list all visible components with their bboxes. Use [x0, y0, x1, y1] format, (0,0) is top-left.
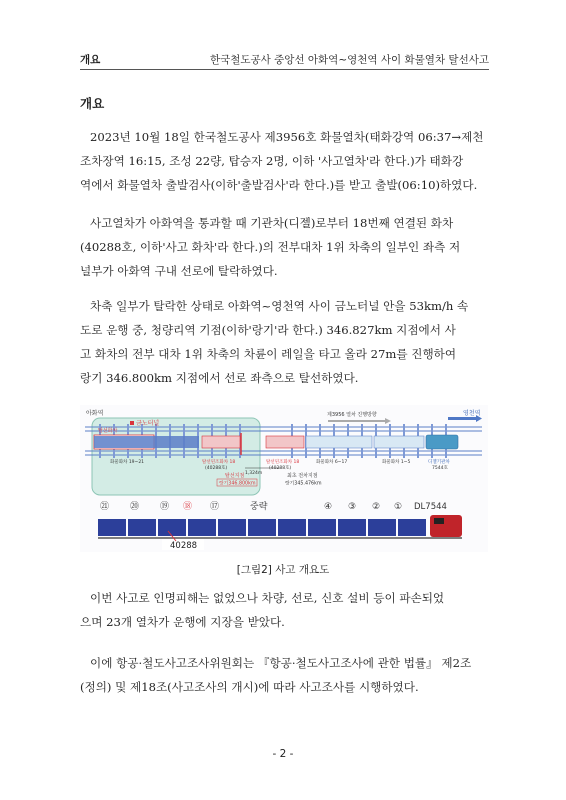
paragraph-4 — [80, 586, 489, 634]
car-number-1: ① — [394, 502, 403, 512]
station-right: 영천역 — [463, 410, 481, 417]
car-18-right — [266, 436, 304, 448]
section-title: 개요 — [80, 96, 105, 111]
paragraph-line: 조차장역 16:15, 조성 22량, 탑승자 2명, 이하 '사고열차'라 한다.)가 태화강 — [80, 154, 464, 168]
car-18b-label: 탈선된조화차 18 — [266, 460, 300, 465]
point2-km: 랑기345.476km — [285, 481, 322, 487]
paragraph-line: 2023년 10월 18일 한국철도공사 제3956호 화물열차(태화강역 06:37→제천 — [90, 130, 484, 144]
header-right: 한국철도공사 중앙선 아화역~영천역 사이 화물열차 탈선사고 — [209, 54, 489, 66]
freight-1-5-label: 화물화차 1~5 — [382, 460, 411, 465]
paragraph-line: (40288호, 이하'사고 화차'라 한다.)의 전부대차 1위 차축의 일부인 좌측 저 — [80, 240, 461, 254]
paragraph-line: 으며 23개 열차가 운행에 지장을 받았다. — [80, 615, 285, 629]
distance-label: 1,324m — [245, 471, 263, 476]
paragraph-line: 사고열차가 아화역을 통과할 때 기관차(디젤)로부터 18번째 연결된 화차 — [90, 216, 454, 230]
paragraph-line: 고 화차의 전부 대차 1위 차축의 차륜이 레일을 타고 올라 27m를 진행하여 — [80, 347, 457, 361]
loco-label: 디젤기관차 — [428, 460, 450, 465]
derailed-car-label: 탈선화차 — [98, 428, 118, 434]
accident-diagram — [80, 405, 488, 552]
paragraph-2 — [80, 211, 489, 283]
freight-6-17-label: 화물화차 6~17 — [316, 460, 348, 465]
diesel-locomotive — [426, 435, 458, 449]
paragraph-5 — [80, 651, 489, 699]
point1-label: 탈선지점 — [225, 473, 245, 479]
car-18-label: 탈선된조화차 18 — [202, 460, 236, 465]
paragraph-3 — [80, 294, 489, 390]
point2-label: 최초 전차지점 — [287, 473, 318, 479]
freight-cars-6-17 — [306, 436, 372, 448]
car-18-left — [202, 436, 240, 448]
freight-cars-19-21 — [94, 436, 199, 448]
car-number-18: ⑱ — [183, 502, 193, 512]
page-header — [80, 50, 489, 68]
tunnel-marker-icon — [130, 421, 134, 425]
car-number-17: ⑰ — [210, 502, 220, 512]
station-left: 아화역 — [86, 410, 104, 417]
car-number-4: ④ — [324, 502, 333, 512]
paragraph-line: 차축 일부가 탈락한 상태로 아화역~영천역 사이 금노터널 안을 53km/h 속 — [90, 299, 469, 313]
paragraph-line: 랑기 346.800km 지점에서 선로 좌측으로 탈선하였다. — [80, 371, 359, 385]
car-number-label: 40288 — [170, 541, 198, 551]
car-number-21: ㉑ — [100, 502, 110, 512]
paragraph-line: 이번 사고로 인명피해는 없었으나 차량, 선로, 신호 설비 등이 파손되었 — [90, 591, 445, 605]
direction-label: 제3956 열차 진행방향 — [327, 412, 377, 418]
car-18b-number: (40288호) — [269, 466, 292, 471]
paragraph-line: 널부가 아화역 구내 선로에 탈락하였다. — [80, 264, 278, 278]
car-18-number: (40288호) — [205, 466, 228, 471]
car-number-2: ② — [372, 502, 381, 512]
middle-text: 중략 — [250, 502, 268, 512]
header-rule — [80, 69, 489, 70]
point1-km: 랑기346.800km — [219, 481, 256, 487]
direction-arrow-icon — [328, 418, 391, 424]
paragraph-line: 도로 운행 중, 청량리역 기점(이하'랑기'라 한다.) 346.827km 지점에서 사 — [80, 323, 456, 337]
paragraph-line: 역에서 화물열차 출발검사(이하'출발검사'라 한다.)를 받고 출발(06:10)하였다. — [80, 178, 478, 192]
car-number-3: ③ — [348, 502, 357, 512]
freight-19-21-label: 화물화차 19~21 — [110, 460, 145, 465]
paragraph-line: 이에 항공·철도사고조사위원회는 『항공·철도사고조사에 관한 법률』 제2조 — [90, 656, 472, 670]
freight-cars-1-5 — [374, 436, 424, 448]
loco-number: 7544호 — [432, 466, 448, 471]
car-number-20: ⑳ — [130, 502, 140, 512]
car-number-19: ⑲ — [160, 502, 170, 512]
loco-text: DL7544 — [414, 502, 447, 512]
figure-caption: [그림2] 사고 개요도 — [236, 564, 330, 576]
header-left: 개요 — [80, 54, 101, 66]
tunnel-label: 금노터널 — [136, 420, 160, 427]
page-number: - 2 - — [272, 748, 294, 760]
paragraph-line: (정의) 및 제18조(사고조사의 개시)에 따라 사고조사를 시행하였다. — [80, 680, 419, 694]
train-photo — [98, 515, 462, 538]
paragraph-1 — [80, 125, 489, 197]
